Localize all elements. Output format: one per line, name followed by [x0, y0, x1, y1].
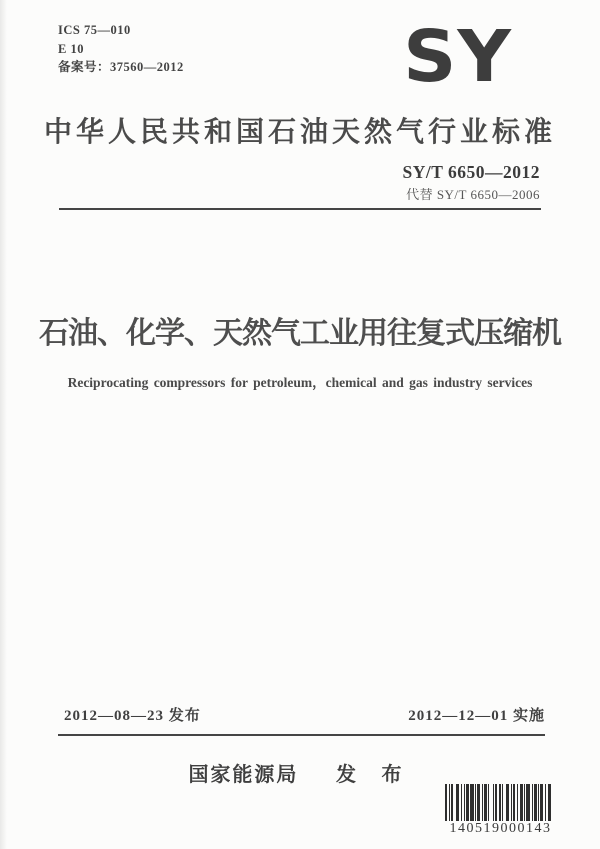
replaces-note: 代替 SY/T 6650—2006 [406, 187, 540, 202]
issuer-row [0, 758, 600, 787]
sy-logo: SY [403, 15, 512, 99]
barcode [445, 784, 551, 821]
ics-code: ICS 75—010 [58, 23, 131, 37]
standard-number: SY/T 6650—2012 [402, 162, 540, 182]
meta-block [58, 21, 184, 77]
implementation-date: 2012—12—01 实施 [408, 708, 545, 724]
document-title-chinese: 石油、化学、天然气工业用往复式压缩机 [39, 317, 561, 350]
footer-divider [58, 734, 545, 736]
header-divider [59, 208, 541, 210]
issue-date: 2012—08—23 发布 [64, 708, 201, 724]
issuer-name: 国家能源局 [188, 764, 299, 786]
standard-body-title: 中华人民共和国石油天然气行业标准 [43, 116, 556, 147]
document-title-english: Reciprocating compressors for petroleum，chemical and gas industry services [67, 375, 533, 390]
barcode-number: 140519000143 [449, 821, 552, 836]
issue-action-label: 发 布 [336, 764, 412, 786]
record-number: 备案号：37560—2012 [58, 60, 184, 74]
doc-class-code: E 10 [58, 41, 84, 56]
